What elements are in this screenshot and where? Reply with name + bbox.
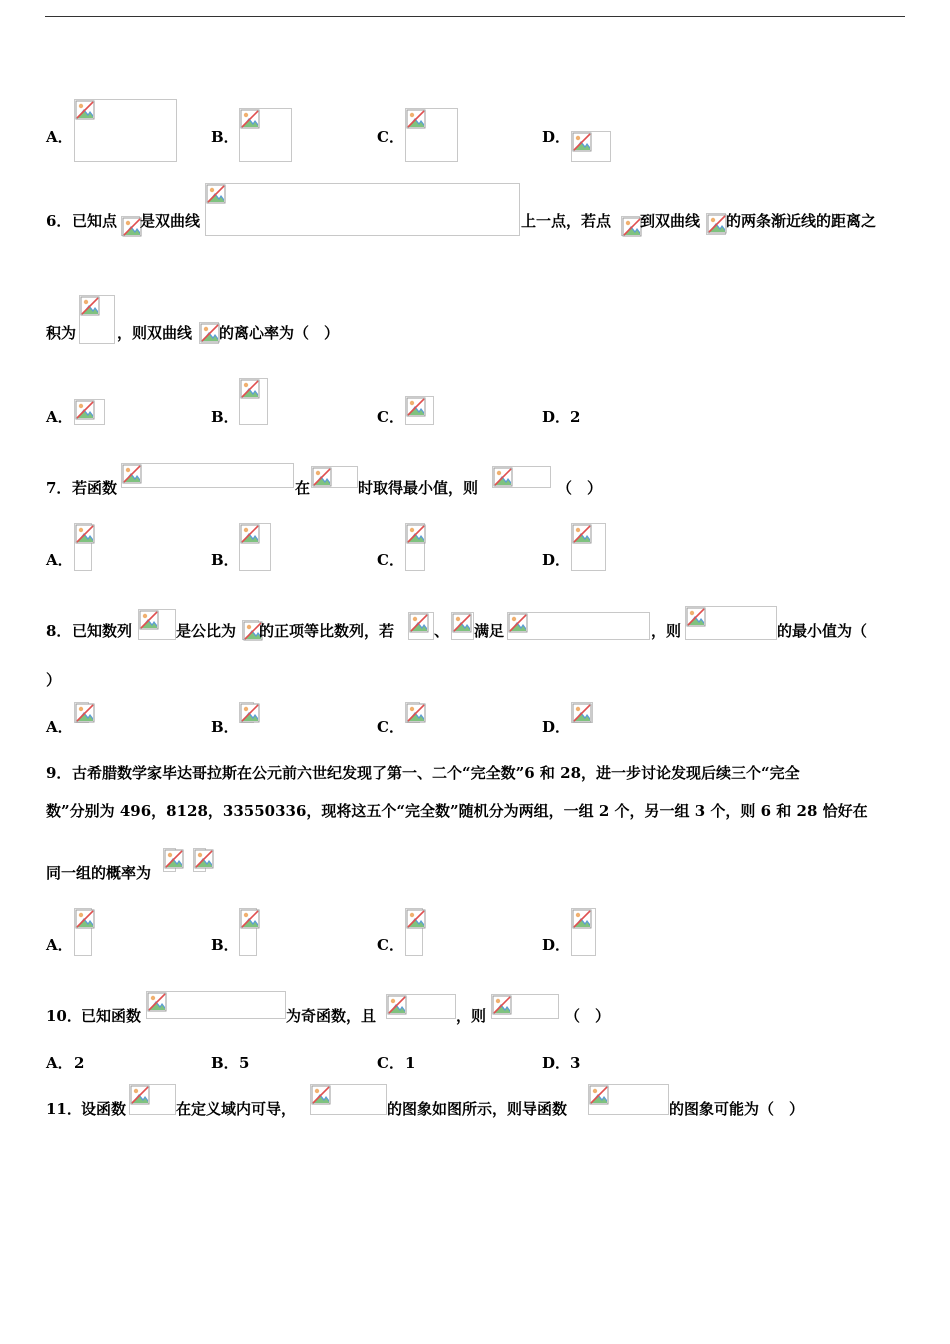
q8-text-2: 是公比为 bbox=[176, 622, 237, 640]
q10-option-d-value: 3 bbox=[570, 1054, 581, 1072]
q9-formula-blank-2 bbox=[193, 848, 206, 872]
q10-option-c-value: 1 bbox=[405, 1054, 416, 1072]
q11-formula-derivative bbox=[588, 1084, 669, 1115]
q9-formula-blank-1 bbox=[163, 848, 176, 872]
broken-image-icon bbox=[75, 703, 95, 723]
broken-image-icon bbox=[589, 1085, 609, 1105]
q9-option-b-image bbox=[239, 908, 257, 956]
q8-number: 8． bbox=[46, 622, 72, 640]
q9-option-a-image bbox=[74, 908, 92, 956]
broken-image-icon bbox=[622, 217, 642, 237]
broken-image-icon bbox=[240, 524, 260, 544]
q8-formula-n bbox=[451, 612, 474, 640]
broken-image-icon bbox=[312, 467, 332, 487]
broken-image-icon bbox=[75, 400, 95, 420]
broken-image-icon bbox=[493, 467, 513, 487]
q8-text-6: ，则 bbox=[651, 622, 682, 640]
q10-option-d-label: D． bbox=[542, 1054, 571, 1072]
q8-text-7: 的最小值为（ bbox=[777, 622, 868, 640]
q6-option-c-label: C． bbox=[377, 408, 404, 426]
q9-option-b-label: B． bbox=[211, 936, 239, 954]
q6-option-d-label: D． bbox=[542, 408, 571, 426]
broken-image-icon bbox=[75, 909, 95, 929]
q9-option-c-label: C． bbox=[377, 936, 404, 954]
q11-text-3: 的图象如图所示，则导函数 bbox=[387, 1100, 568, 1118]
q6-text-3: 上一点，若点 bbox=[521, 212, 612, 230]
q6-formula-product bbox=[79, 295, 115, 344]
broken-image-icon bbox=[508, 613, 528, 633]
q8-formula-expression bbox=[685, 606, 777, 640]
q8-option-a-image bbox=[74, 702, 89, 723]
q5-option-c-image bbox=[405, 108, 458, 162]
q8-option-c-image bbox=[405, 702, 420, 723]
q5-option-a-image bbox=[74, 99, 177, 162]
q8-option-b-label: B． bbox=[211, 718, 239, 736]
broken-image-icon bbox=[122, 217, 142, 237]
broken-image-icon bbox=[406, 524, 426, 544]
broken-image-icon bbox=[686, 607, 706, 627]
q8-option-d-label: D． bbox=[542, 718, 571, 736]
q8-option-d-image bbox=[571, 702, 593, 723]
q7-number: 7． bbox=[46, 479, 72, 497]
q9-line-3: 同一组的概率为 bbox=[46, 864, 152, 882]
broken-image-icon bbox=[406, 909, 426, 929]
broken-image-icon bbox=[240, 379, 260, 399]
q8-text-1: 已知数列 bbox=[72, 622, 133, 640]
broken-image-icon bbox=[572, 909, 592, 929]
broken-image-icon bbox=[452, 613, 472, 633]
q6-formula-hyperbola3 bbox=[199, 322, 219, 344]
q5-option-c-label: C． bbox=[377, 128, 404, 146]
broken-image-icon bbox=[122, 464, 142, 484]
q10-option-a-value: 2 bbox=[74, 1054, 85, 1072]
q8-close-paren: ） bbox=[46, 671, 62, 689]
q8-text-4: 、 bbox=[434, 622, 450, 640]
q9-option-d-label: D． bbox=[542, 936, 571, 954]
q6-option-a-label: A． bbox=[46, 408, 73, 426]
broken-image-icon bbox=[492, 995, 512, 1015]
broken-image-icon bbox=[80, 296, 100, 316]
q9-number: 9． bbox=[46, 764, 72, 782]
broken-image-icon bbox=[240, 703, 260, 723]
q5-option-b-label: B． bbox=[211, 128, 239, 146]
q6-option-c-image bbox=[405, 396, 434, 425]
q8-text-3: 的正项等比数列，若 bbox=[259, 622, 395, 640]
q8-option-b-image bbox=[239, 702, 254, 723]
q11-formula-function bbox=[129, 1084, 176, 1115]
q11-text-1: 设函数 bbox=[81, 1100, 127, 1118]
q10-option-a-label: A． bbox=[46, 1054, 73, 1072]
broken-image-icon bbox=[130, 1085, 150, 1105]
q6-option-b-image bbox=[239, 378, 268, 425]
q6-formula-hyperbola bbox=[205, 183, 520, 236]
q10-number: 10． bbox=[46, 1007, 82, 1025]
q9-option-c-image bbox=[405, 908, 423, 956]
q11-number: 11． bbox=[46, 1100, 82, 1118]
q6-formula-point bbox=[121, 216, 140, 236]
q6-text-6: 积为 bbox=[46, 324, 77, 342]
q8-formula-ratio bbox=[242, 620, 259, 640]
q6-number: 6． bbox=[46, 212, 72, 230]
q11-text-2: 在定义域内可导， bbox=[176, 1100, 297, 1118]
q7-option-c-label: C． bbox=[377, 551, 404, 569]
q8-text-5: 满足 bbox=[474, 622, 505, 640]
q10-text-3: ，则 bbox=[456, 1007, 487, 1025]
q6-text-7: ，则双曲线 bbox=[117, 324, 193, 342]
q6-text-1: 已知点 bbox=[72, 212, 118, 230]
q7-option-d-image bbox=[571, 523, 606, 571]
broken-image-icon bbox=[311, 1085, 331, 1105]
q10-text-1: 已知函数 bbox=[81, 1007, 142, 1025]
q6-option-a-image bbox=[74, 399, 105, 425]
q6-option-d-value: 2 bbox=[570, 408, 581, 426]
broken-image-icon bbox=[707, 214, 727, 234]
q6-text-8: 的离心率为（ ） bbox=[219, 324, 340, 342]
q10-option-b-label: B． bbox=[211, 1054, 239, 1072]
q10-option-b-value: 5 bbox=[239, 1054, 250, 1072]
broken-image-icon bbox=[572, 132, 592, 152]
q9-option-d-image bbox=[571, 908, 596, 956]
q9-line-2: 数”分别为 496，8128，33550336，现将这五个“完全数”随机分为两组，一组 2 个，另一组 3 个，则 6 和 28 恰好在 bbox=[46, 802, 868, 820]
broken-image-icon bbox=[572, 524, 592, 544]
q10-option-c-label: C． bbox=[377, 1054, 404, 1072]
q11-formula-graph-fn bbox=[310, 1084, 387, 1115]
q7-formula-result bbox=[492, 466, 551, 488]
broken-image-icon bbox=[240, 109, 260, 129]
broken-image-icon bbox=[147, 992, 167, 1012]
q9-line-1: 古希腊数学家毕达哥拉斯在公元前六世纪发现了第一、二个“完全数”6 和 28，进一步讨论发现后续三个“完全 bbox=[72, 764, 800, 782]
broken-image-icon bbox=[200, 323, 220, 343]
q8-formula-condition bbox=[507, 612, 650, 640]
q6-formula-point2 bbox=[621, 216, 640, 236]
broken-image-icon bbox=[406, 703, 426, 723]
q6-text-2: 是双曲线 bbox=[140, 212, 201, 230]
q5-option-d-label: D． bbox=[542, 128, 571, 146]
broken-image-icon bbox=[240, 909, 260, 929]
q7-text-2: 在 bbox=[295, 479, 311, 497]
q10-formula-condition bbox=[386, 994, 456, 1019]
q7-formula-function bbox=[121, 463, 294, 488]
q7-formula-x bbox=[311, 466, 358, 488]
broken-image-icon bbox=[406, 397, 426, 417]
broken-image-icon bbox=[75, 100, 95, 120]
q7-option-c-image bbox=[405, 523, 425, 571]
q7-option-a-label: A． bbox=[46, 551, 73, 569]
q5-option-a-label: A． bbox=[46, 128, 73, 146]
q7-option-d-label: D． bbox=[542, 551, 571, 569]
broken-image-icon bbox=[164, 849, 184, 869]
q11-text-4: 的图象可能为（ ） bbox=[669, 1100, 805, 1118]
q6-formula-hyperbola2 bbox=[706, 213, 726, 235]
header-rule bbox=[45, 16, 905, 17]
q7-text-4: （ ） bbox=[557, 479, 603, 497]
q6-text-4: 到双曲线 bbox=[640, 212, 701, 230]
q10-formula-function bbox=[146, 991, 286, 1019]
q7-option-b-image bbox=[239, 523, 271, 571]
q5-option-b-image bbox=[239, 108, 292, 162]
q8-formula-m bbox=[408, 612, 434, 640]
q10-formula-result bbox=[491, 994, 559, 1019]
q10-text-4: （ ） bbox=[565, 1007, 611, 1025]
q7-text-3: 时取得最小值，则 bbox=[358, 479, 479, 497]
q5-option-d-image bbox=[571, 131, 611, 162]
q8-option-a-label: A． bbox=[46, 718, 73, 736]
q6-text-5: 的两条渐近线的距离之 bbox=[726, 212, 877, 230]
broken-image-icon bbox=[206, 184, 226, 204]
broken-image-icon bbox=[75, 524, 95, 544]
broken-image-icon bbox=[409, 613, 429, 633]
q6-option-b-label: B． bbox=[211, 408, 239, 426]
q9-option-a-label: A． bbox=[46, 936, 73, 954]
broken-image-icon bbox=[572, 703, 592, 723]
broken-image-icon bbox=[139, 610, 159, 630]
q10-text-2: 为奇函数，且 bbox=[286, 1007, 377, 1025]
q7-option-b-label: B． bbox=[211, 551, 239, 569]
broken-image-icon bbox=[406, 109, 426, 129]
broken-image-icon bbox=[387, 995, 407, 1015]
q8-formula-sequence bbox=[138, 609, 176, 640]
broken-image-icon bbox=[194, 849, 214, 869]
q7-text-1: 若函数 bbox=[72, 479, 118, 497]
q8-option-c-label: C． bbox=[377, 718, 404, 736]
q7-option-a-image bbox=[74, 523, 92, 571]
